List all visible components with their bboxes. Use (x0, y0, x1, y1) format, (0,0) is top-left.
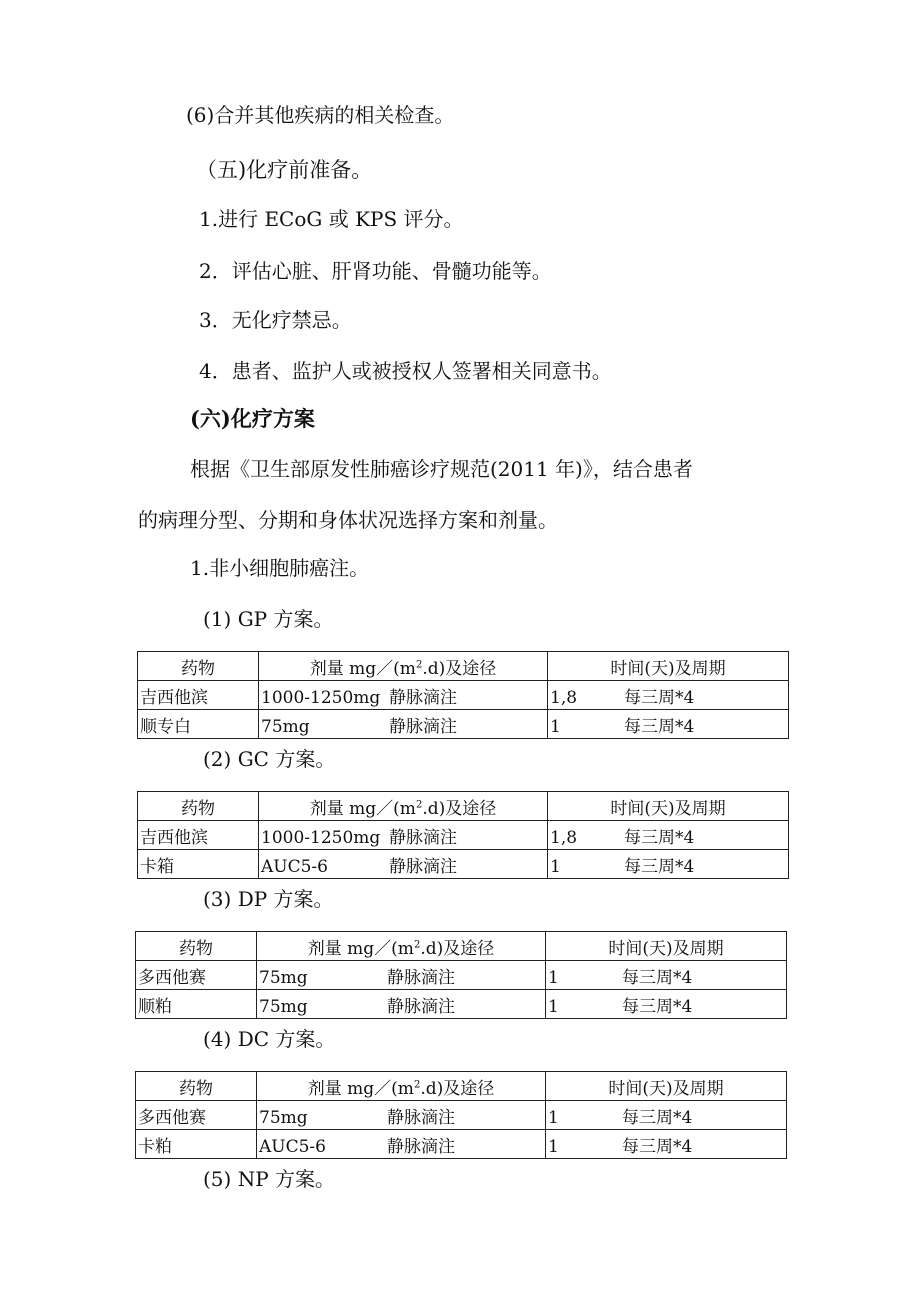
drug-cell: 多西他赛 (136, 961, 257, 990)
section-6-heading: (六)化疗方案 (190, 406, 315, 431)
header-drug: 药物 (138, 792, 259, 821)
drug-cell: 多西他赛 (136, 1101, 257, 1130)
drug-cell: 顺专白 (138, 710, 259, 739)
regimen-title: (3) DP 方案。 (203, 887, 334, 911)
regimen-title: (2) GC 方案。 (203, 747, 336, 771)
table-row (136, 1101, 787, 1130)
dose-cell: AUC5-6 静脉滴注 (257, 1130, 546, 1159)
time-cell: 1 每三周*4 (548, 710, 789, 739)
dose-cell: 75mg 静脉滴注 (257, 1101, 546, 1130)
table-row (138, 850, 789, 879)
header-dose: 剂量 $mg/(m^2.d)$及途径 (257, 932, 546, 961)
time-cell: 1 每三周*4 (546, 990, 787, 1019)
prep-item-3: 3．无化疗禁忌。 (199, 308, 352, 332)
regimen-title: (4) DC 方案。 (203, 1027, 336, 1051)
table-row (136, 990, 787, 1019)
table-header-row (136, 1072, 787, 1101)
prep-item-4: 4．患者、监护人或被授权人签署相关同意书。 (199, 359, 612, 383)
header-dose: 剂量 $mg/(m^2.d)$及途径 (257, 1072, 546, 1101)
table-header-row (136, 932, 787, 961)
prep-item-2: 2．评估心脏、肝肾功能、骨髓功能等。 (199, 259, 552, 283)
prep-item-1: 1.进行 ECoG 或 KPS 评分。 (199, 207, 464, 231)
drug-cell: 吉西他滨 (138, 681, 259, 710)
table-header-row (138, 792, 789, 821)
nsclc-heading: 1.非小细胞肺癌注。 (190, 556, 370, 580)
section-5-heading: （五)化疗前准备。 (196, 158, 373, 182)
drug-cell: 卡箱 (138, 850, 259, 879)
regimen-title: (1) GP 方案。 (203, 607, 334, 631)
dose-cell: AUC5-6 静脉滴注 (259, 850, 548, 879)
drug-cell: 吉西他滨 (138, 821, 259, 850)
regimen-table-gp (137, 651, 789, 739)
header-drug: 药物 (136, 1072, 257, 1101)
table-row (138, 710, 789, 739)
header-dose: 剂量 $mg/(m^2.d)$及途径 (259, 792, 548, 821)
drug-cell: 顺粕 (136, 990, 257, 1019)
time-cell: 1,8 每三周*4 (548, 821, 789, 850)
item-6-text: (6)合并其他疾病的相关检查。 (186, 103, 455, 127)
paragraph-line-1: 根据《卫生部原发性肺癌诊疗规范(2011 年)》，结合患者 (190, 457, 693, 481)
header-time: 时间(天)及周期 (546, 932, 787, 961)
time-cell: 1 每三周*4 (546, 1130, 787, 1159)
header-drug: 药物 (136, 932, 257, 961)
time-cell: 1 每三周*4 (546, 1101, 787, 1130)
table-row (136, 961, 787, 990)
regimen-title: (5) NP 方案。 (203, 1167, 336, 1191)
time-cell: 1 每三周*4 (546, 961, 787, 990)
regimen-table-gc (137, 791, 789, 879)
drug-cell: 卡粕 (136, 1130, 257, 1159)
header-time: 时间(天)及周期 (548, 792, 789, 821)
dose-cell: 75mg 静脉滴注 (257, 990, 546, 1019)
dose-cell: 1000-1250mg 静脉滴注 (259, 681, 548, 710)
header-dose: 剂量 $mg/(m^2.d)$及途径 (259, 652, 548, 681)
dose-cell: 75mg 静脉滴注 (257, 961, 546, 990)
regimen-table-dp (135, 931, 787, 1019)
dose-cell: 75mg 静脉滴注 (259, 710, 548, 739)
time-cell: 1,8 每三周*4 (548, 681, 789, 710)
table-row (138, 681, 789, 710)
dose-cell: 1000-1250mg 静脉滴注 (259, 821, 548, 850)
header-drug: 药物 (138, 652, 259, 681)
paragraph-line-2: 的病理分型、分期和身体状况选择方案和剂量。 (138, 508, 558, 532)
header-time: 时间(天)及周期 (548, 652, 789, 681)
table-row (136, 1130, 787, 1159)
time-cell: 1 每三周*4 (548, 850, 789, 879)
table-header-row (138, 652, 789, 681)
table-row (138, 821, 789, 850)
header-time: 时间(天)及周期 (546, 1072, 787, 1101)
regimen-table-dc (135, 1071, 787, 1159)
